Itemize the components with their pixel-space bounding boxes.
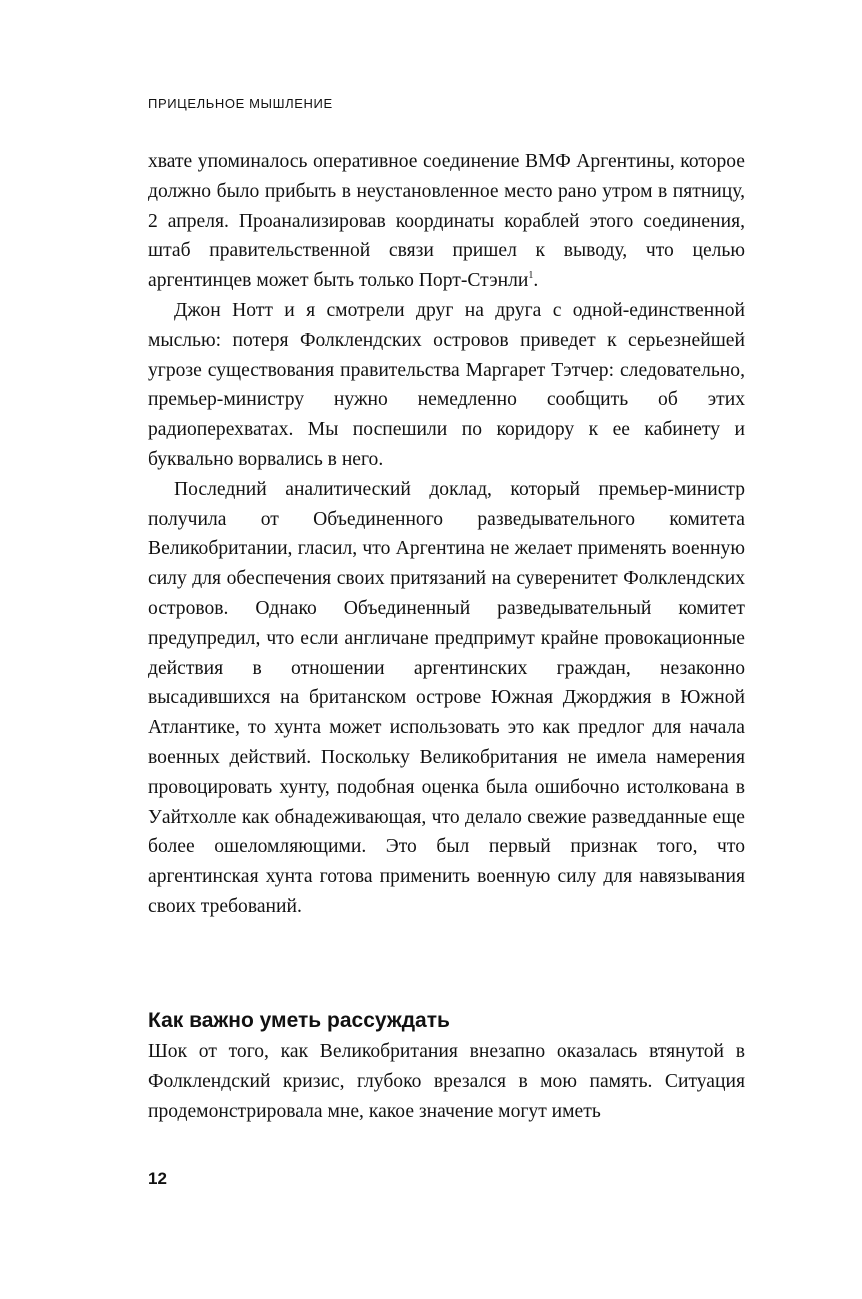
paragraph-2: Джон Нотт и я смотрели друг на друга с одной-единственной мыслью: потеря Фолклендских островов приведет к серьезнейшей угрозе существования правительства Маргарет Тэтчер: следовательно, премьер-министру нужно немедленно сообщить об этих радиоперехватах. Мы поспешили по коридору к ее кабинету и буквально ворвались в него.: [148, 299, 745, 470]
paragraph-1: [148, 147, 745, 296]
body-text: [148, 147, 745, 922]
section-body-text: [148, 1037, 745, 1126]
paragraph-1-text: хвате упоминалось оперативное соединение ВМФ Аргентины, которое должно было прибыть в неустановленное место рано утром в пятницу, 2 апреля. Проанализировав координаты кораблей этого соединения, штаб правительственной связи пришел к выводу, что целью аргентинцев может быть только Порт-Стэнли: [148, 151, 745, 292]
running-head: ПРИЦЕЛЬНОЕ МЫШЛЕНИЕ: [148, 96, 333, 111]
paragraph-1-tail: .: [533, 270, 539, 292]
section-heading: Как важно уметь рассуждать: [148, 1009, 450, 1032]
page-number: 12: [148, 1169, 167, 1188]
footnote-marker[interactable]: 1: [528, 270, 534, 282]
paragraph-3: Последний аналитический доклад, который премьер-министр получила от Объединенного разведывательного комитета Великобритании, гласил, что Аргентина не желает применять военную силу для обеспечения своих притязаний на суверенитет Фолклендских островов. Однако Объединенный разведывательный комитет предупредил, что если англичане предпримут крайне провокационные действия в отношении аргентинских граждан, незаконно высадившихся на британском острове Южная Джорджия в Южной Атлантике, то хунта может использовать это как предлог для начала военных действий. Поскольку Великобритания не имела намерения провоцировать хунту, подобная оценка была ошибочно истолкована в Уайтхолле как обнадеживающая, что делало свежие разведданные еще более ошеломляющими. Это был первый признак того, что аргентинская хунта готова применить военную силу для навязывания своих требований.: [148, 478, 745, 917]
section-paragraph: Шок от того, как Великобритания внезапно оказалась втянутой в Фолклендский кризис, глубоко врезался в мою память. Ситуация продемонстрировала мне, какое значение могут иметь: [148, 1041, 745, 1122]
